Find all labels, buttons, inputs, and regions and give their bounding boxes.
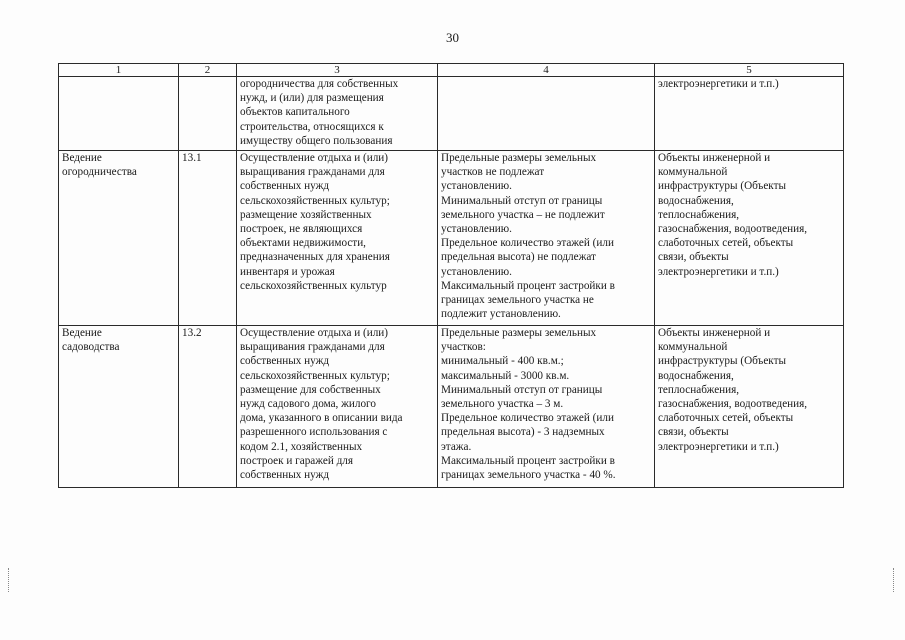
cell-line: собственных нужд bbox=[240, 180, 330, 193]
cell-line: газоснабжения, водоотведения, bbox=[658, 223, 808, 236]
cell-line: предельная высота) - 3 надземных bbox=[441, 426, 605, 439]
regulations-table bbox=[58, 63, 844, 488]
page-number: 30 bbox=[446, 30, 459, 45]
column-header-5: 5 bbox=[655, 64, 844, 77]
cell-line: слаботочных сетей, объекты bbox=[658, 412, 794, 425]
cell-line: инфраструктуры (Объекты bbox=[658, 355, 787, 368]
cell-line: слаботочных сетей, объекты bbox=[658, 237, 794, 250]
column-header-3: 3 bbox=[237, 64, 438, 77]
cell-line: земельного участка – не подлежит bbox=[441, 208, 605, 221]
cell-line: электроэнергетики и т.п.) bbox=[658, 78, 779, 90]
cell-line: инфраструктуры (Объекты bbox=[658, 180, 787, 193]
cell-line: коммунальной bbox=[658, 341, 728, 354]
cell-col-1 bbox=[59, 77, 179, 151]
cell-line: разрешенного использования с bbox=[240, 426, 388, 439]
cell-col-4 bbox=[438, 326, 655, 488]
cell-line: построек и гаражей для bbox=[240, 454, 354, 467]
cell-col-2: 13.1 bbox=[179, 151, 237, 326]
cell-line: границах земельного участка - 40 %. bbox=[441, 469, 616, 482]
cell-col-2: 13.2 bbox=[179, 326, 237, 488]
cell-line: имуществу общего пользования bbox=[240, 134, 393, 147]
cell-line: строительства, относящихся к bbox=[240, 120, 384, 133]
cell-line: электроэнергетики и т.п.) bbox=[658, 440, 779, 453]
row-continued bbox=[59, 77, 844, 151]
cell-line: собственных нужд bbox=[240, 469, 330, 482]
cell-line: выращивания гражданами для bbox=[240, 341, 385, 354]
cell-line: подлежит установлению. bbox=[441, 308, 561, 321]
cell-line: электроэнергетики и т.п.) bbox=[658, 265, 779, 278]
cell-line: собственных нужд bbox=[240, 355, 330, 368]
cell-line: размещение хозяйственных bbox=[240, 208, 372, 221]
cell-col-2 bbox=[179, 77, 237, 151]
cell-line: Объекты инженерной и bbox=[658, 327, 771, 339]
cell-line: Ведение bbox=[62, 152, 102, 164]
cell-line: земельного участка – 3 м. bbox=[441, 398, 564, 411]
cell-line: Максимальный процент застройки в bbox=[441, 454, 615, 467]
cell-line: Объекты инженерной и bbox=[658, 152, 771, 164]
cell-col-5 bbox=[655, 151, 844, 326]
cell-line: огородничества для собственных bbox=[240, 78, 399, 90]
cell-line: выращивания гражданами для bbox=[240, 166, 385, 179]
cell-line: размещение для собственных bbox=[240, 383, 381, 396]
cell-line: минимальный - 400 кв.м.; bbox=[441, 355, 564, 368]
cell-line: участков: bbox=[441, 341, 486, 354]
cell-line: газоснабжения, водоотведения, bbox=[658, 398, 808, 411]
cell-line: связи, объекты bbox=[658, 426, 729, 439]
cell-col-3 bbox=[237, 326, 438, 488]
cell-col-3 bbox=[237, 77, 438, 151]
cell-line: границах земельного участка не bbox=[441, 294, 594, 307]
cell-line: Минимальный отступ от границы bbox=[441, 383, 603, 396]
cell-line: инвентаря и урожая bbox=[240, 265, 335, 278]
cell-line: огородничества bbox=[62, 166, 137, 179]
cell-line: Осуществление отдыха и (или) bbox=[240, 327, 389, 339]
cell-line: сельскохозяйственных культур; bbox=[240, 194, 390, 207]
cell-line: сельскохозяйственных культур; bbox=[240, 369, 390, 382]
cell-line: участков не подлежат bbox=[441, 166, 545, 179]
cell-line: сельскохозяйственных культур bbox=[240, 279, 387, 292]
cell-col-4 bbox=[438, 77, 655, 151]
row-gardening bbox=[59, 326, 844, 488]
cell-line: садоводства bbox=[62, 341, 120, 354]
cell-line: установлению. bbox=[441, 265, 512, 278]
cell-line: теплоснабжения, bbox=[658, 383, 740, 396]
cell-line: дома, указанного в описании вида bbox=[240, 412, 403, 425]
cell-line: максимальный - 3000 кв.м. bbox=[441, 369, 570, 382]
cell-line: установлению. bbox=[441, 180, 512, 193]
cell-line: Предельное количество этажей (или bbox=[441, 237, 614, 250]
cell-col-3 bbox=[237, 151, 438, 326]
column-header-1: 1 bbox=[59, 64, 179, 77]
cell-line: Предельные размеры земельных bbox=[441, 327, 597, 339]
cell-line: коммунальной bbox=[658, 166, 728, 179]
cell-line: связи, объекты bbox=[658, 251, 729, 264]
cell-line: предназначенных для хранения bbox=[240, 251, 390, 264]
scan-edge-mark-left bbox=[8, 568, 13, 592]
cell-line: Предельное количество этажей (или bbox=[441, 412, 614, 425]
cell-line: построек, не являющихся bbox=[240, 223, 363, 236]
cell-line: теплоснабжения, bbox=[658, 208, 740, 221]
cell-line: этажа. bbox=[441, 440, 472, 453]
cell-col-1 bbox=[59, 326, 179, 488]
cell-line: объектами недвижимости, bbox=[240, 237, 366, 250]
cell-line: нужд, и (или) для размещения bbox=[240, 92, 384, 105]
table-header-row bbox=[59, 64, 844, 77]
cell-line: Предельные размеры земельных bbox=[441, 152, 597, 164]
row-vegetable-gardening bbox=[59, 151, 844, 326]
cell-col-4 bbox=[438, 151, 655, 326]
cell-col-5 bbox=[655, 326, 844, 488]
cell-col-5 bbox=[655, 77, 844, 151]
cell-line: Ведение bbox=[62, 327, 102, 339]
cell-line: объектов капитального bbox=[240, 106, 350, 119]
column-header-4: 4 bbox=[438, 64, 655, 77]
cell-line: водоснабжения, bbox=[658, 194, 734, 207]
cell-line: установлению. bbox=[441, 223, 512, 236]
cell-line: кодом 2.1, хозяйственных bbox=[240, 440, 363, 453]
cell-line: нужд садового дома, жилого bbox=[240, 398, 376, 411]
cell-line: предельная высота) не подлежат bbox=[441, 251, 596, 264]
cell-line: водоснабжения, bbox=[658, 369, 734, 382]
column-header-2: 2 bbox=[179, 64, 237, 77]
cell-col-1 bbox=[59, 151, 179, 326]
cell-line: Осуществление отдыха и (или) bbox=[240, 152, 389, 164]
cell-line: Минимальный отступ от границы bbox=[441, 194, 603, 207]
cell-line: Максимальный процент застройки в bbox=[441, 279, 615, 292]
scan-edge-mark-right bbox=[893, 568, 898, 592]
